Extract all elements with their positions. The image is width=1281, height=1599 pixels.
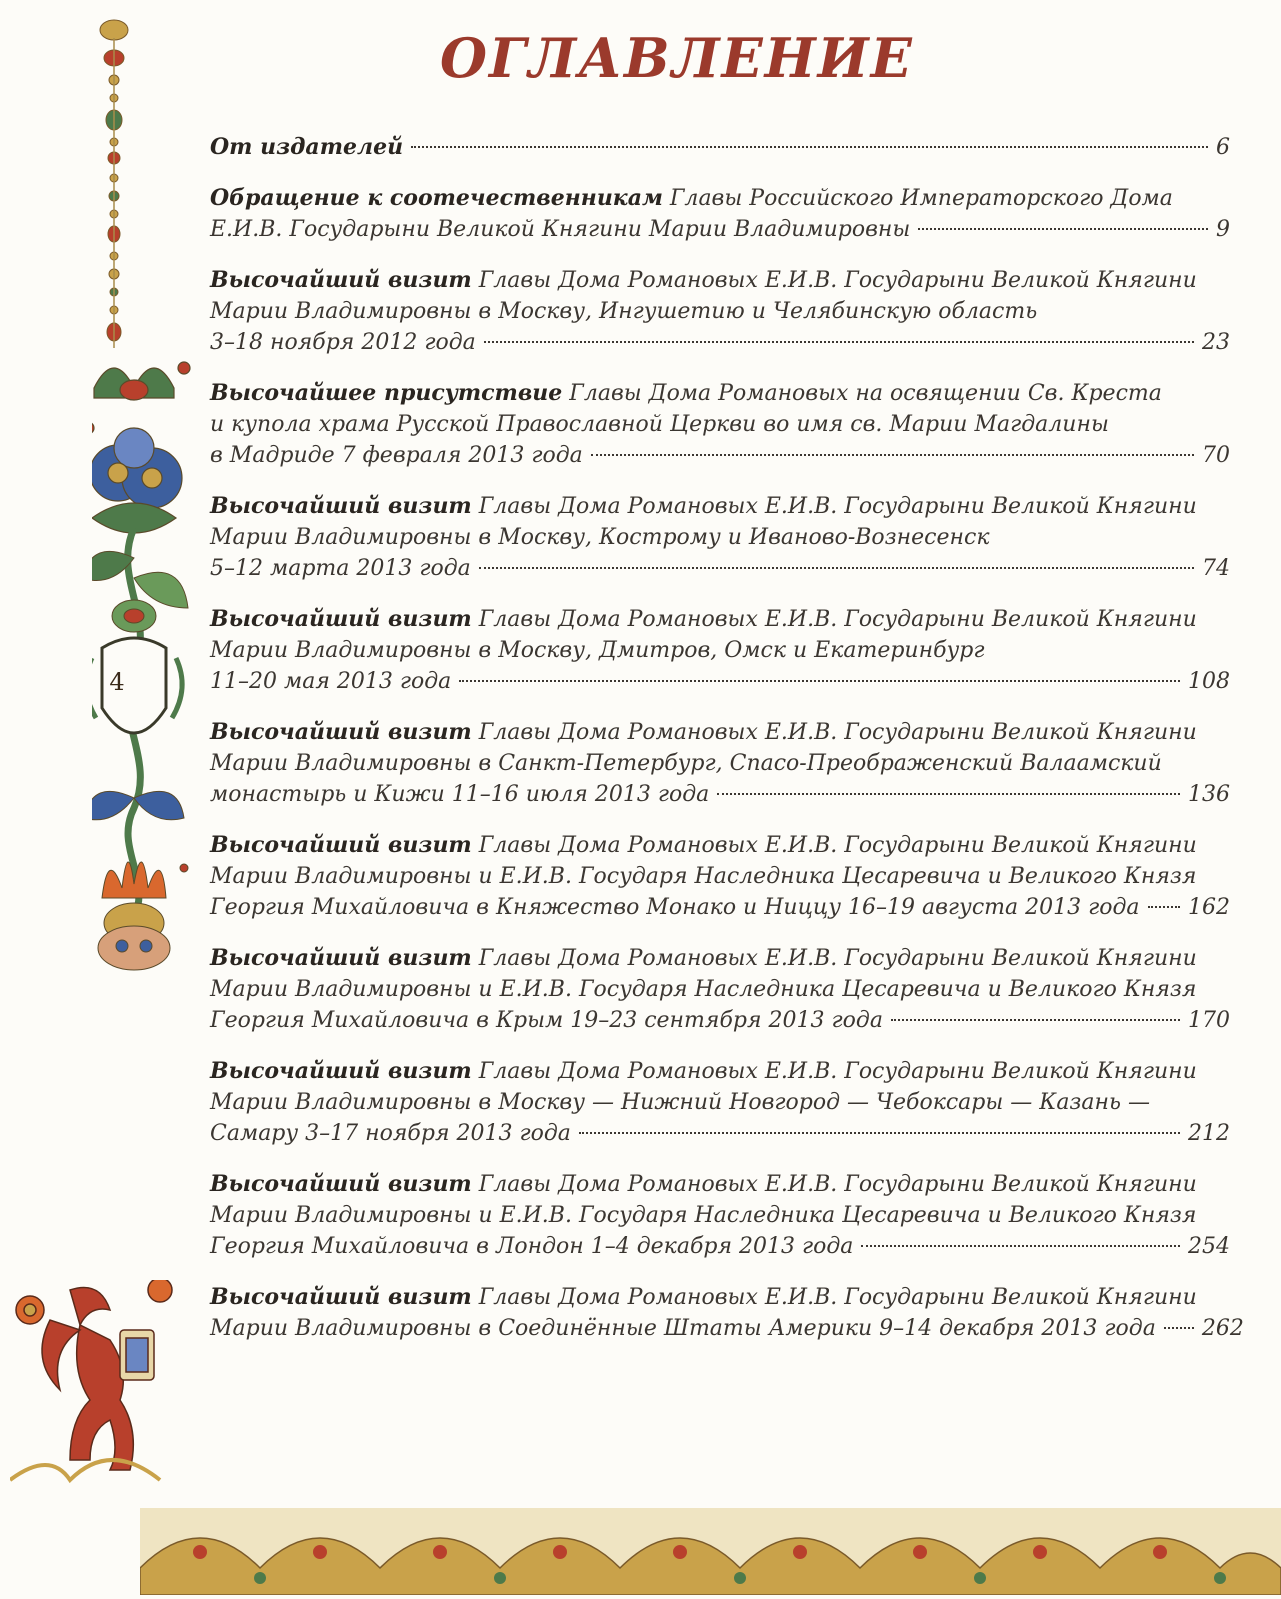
toc-entry-description: Марии Владимировны в Москву, Дмитров, Омск и Екатеринбург — [210, 638, 985, 663]
toc-page-number: 254 — [1188, 1234, 1230, 1259]
toc-entry-heading: Высочайший визит — [210, 1058, 472, 1084]
toc-page-number: 23 — [1202, 330, 1230, 355]
toc-entry-line — [210, 1005, 1230, 1036]
toc-entry — [210, 378, 1230, 471]
toc-entry-line — [210, 522, 1230, 553]
toc-entry-text — [210, 607, 1197, 632]
toc-entry-text — [210, 1172, 1197, 1197]
toc-entry-text — [210, 1285, 1197, 1310]
toc-entry-text — [210, 186, 1173, 211]
toc-entry-line — [210, 1056, 1230, 1087]
toc-entry-text — [210, 720, 1197, 745]
toc-entry-text — [210, 751, 1162, 776]
toc-entry-line — [210, 440, 1230, 471]
toc-entry-text — [210, 1203, 1196, 1228]
toc-entry-text — [210, 494, 1197, 519]
toc-entry-text — [210, 638, 984, 663]
toc-page-number: 9 — [1216, 217, 1230, 242]
dot-leader — [717, 793, 1180, 795]
toc-entry-description: 11–20 мая 2013 года — [210, 669, 452, 694]
toc-entry-line — [210, 892, 1230, 923]
toc-entry-text — [210, 214, 910, 245]
toc-entry-text — [210, 666, 451, 697]
toc-entry-description: Главы Дома Романовых Е.И.В. Государыни Великой Княгини — [471, 833, 1197, 858]
toc-entry-line — [210, 409, 1230, 440]
toc-entry-line — [210, 604, 1230, 635]
page-title: ОГЛАВЛЕНИЕ — [440, 26, 914, 90]
toc-entry-description: Главы Дома Романовых на освящении Св. Креста — [562, 381, 1162, 406]
toc-entry-text — [210, 779, 709, 810]
toc-entry-line — [210, 830, 1230, 861]
toc-entry-line — [210, 132, 1230, 163]
toc-entry — [210, 132, 1230, 163]
toc-entry-text — [210, 299, 1037, 324]
toc-entry-text — [210, 892, 1140, 923]
toc-entry-text — [210, 833, 1197, 858]
toc-entry-description: Георгия Михайловича в Крым 19–23 сентября 2013 года — [210, 1008, 883, 1033]
toc-entry-description: Марии Владимировны в Соединённые Штаты Америки 9–14 декабря 2013 года — [210, 1316, 1156, 1341]
toc-entry-description: Главы Дома Романовых Е.И.В. Государыни Великой Княгини — [471, 607, 1197, 632]
toc-entry-line — [210, 1118, 1230, 1149]
toc-entry — [210, 1056, 1230, 1149]
toc-entry-line — [210, 1169, 1230, 1200]
toc-entry-description: Марии Владимировны в Санкт-Петербург, Спасо-Преображенский Валаамский — [210, 751, 1162, 776]
bottom-ornamental-border — [140, 1508, 1281, 1595]
toc-entry-text — [210, 268, 1197, 293]
toc-entry-description: 5–12 марта 2013 года — [210, 556, 471, 581]
toc-entry — [210, 717, 1230, 810]
toc-entry-description: Главы Дома Романовых Е.И.В. Государыни Великой Княгини — [471, 494, 1197, 519]
toc-entry-description: Е.И.В. Государыни Великой Княгини Марии Владимировны — [210, 217, 911, 242]
vertical-ornament — [92, 18, 202, 1018]
toc-entry-description: и купола храма Русской Православной Церкви во имя св. Марии Магдалины — [210, 412, 1109, 437]
toc-entry-description: монастырь и Кижи 11–16 июля 2013 года — [210, 782, 710, 807]
toc-page-number: 212 — [1188, 1121, 1230, 1146]
toc-entry-heading: Высочайший визит — [210, 267, 472, 293]
dot-leader — [891, 1019, 1180, 1021]
dot-leader — [1164, 1327, 1194, 1329]
vertical-ornament-graphic — [92, 18, 202, 1018]
toc-entry-description: Главы Дома Романовых Е.И.В. Государыни Великой Княгини — [471, 1285, 1197, 1310]
toc-entry-line — [210, 861, 1230, 892]
toc-entry-line — [210, 1231, 1230, 1262]
toc-entry-text — [210, 327, 476, 358]
toc-entry-description: Марии Владимировны и Е.И.В. Государя Наследника Цесаревича и Великого Князя — [210, 864, 1197, 889]
toc-entry-text — [210, 1313, 1156, 1344]
toc-entry-description: Главы Дома Романовых Е.И.В. Государыни Великой Княгини — [471, 720, 1197, 745]
toc-page-number: 108 — [1188, 669, 1230, 694]
toc-entry-description: Марии Владимировны в Москву — Нижний Новгород — Чебоксары — Казань — — [210, 1090, 1151, 1115]
toc-entry — [210, 1169, 1230, 1262]
bottom-border-graphic — [140, 1508, 1281, 1595]
toc-entry-line — [210, 943, 1230, 974]
toc-entry-description: Марии Владимировны и Е.И.В. Государя Наследника Цесаревича и Великого Князя — [210, 977, 1197, 1002]
toc-entry-line — [210, 1313, 1244, 1344]
toc-entry-line — [210, 491, 1230, 522]
toc-entry-description: Марии Владимировны в Москву, Кострому и Иваново-Вознесенск — [210, 525, 990, 550]
toc-entry-line — [210, 779, 1230, 810]
toc-entry-text — [210, 132, 403, 163]
toc-entry-line — [210, 296, 1230, 327]
toc-entry-description: Марии Владимировны в Москву, Ингушетию и Челябинскую область — [210, 299, 1038, 324]
toc-entry-heading: Высочайший визит — [210, 1171, 472, 1197]
toc-entry-heading: Высочайший визит — [210, 606, 472, 632]
toc-entry-text — [210, 381, 1162, 406]
toc-page-number: 262 — [1201, 1316, 1244, 1341]
toc-entry-text — [210, 864, 1196, 889]
toc-page-number: 162 — [1188, 895, 1230, 920]
toc-entry-text — [210, 1005, 883, 1036]
toc-entry-description: Марии Владимировны и Е.И.В. Государя Наследника Цесаревича и Великого Князя — [210, 1203, 1197, 1228]
toc-entry-line — [210, 1200, 1230, 1231]
toc-entry-line — [210, 265, 1230, 296]
toc-entry-description: Георгия Михайловича в Княжество Монако и Ниццу 16–19 августа 2013 года — [210, 895, 1140, 920]
dot-leader — [411, 146, 1208, 148]
dot-leader — [579, 1132, 1180, 1134]
toc-entry-text — [210, 525, 989, 550]
toc-page-number: 74 — [1202, 556, 1230, 581]
toc-entry-line — [210, 635, 1230, 666]
dot-leader — [918, 228, 1208, 230]
toc-entry-description: Главы Дома Романовых Е.И.В. Государыни Великой Княгини — [471, 268, 1197, 293]
toc-entry-text — [210, 1231, 853, 1262]
toc-entry-heading: Высочайший визит — [210, 832, 472, 858]
toc-entry — [210, 491, 1230, 584]
dot-leader — [479, 567, 1194, 569]
dot-leader — [484, 341, 1194, 343]
toc-entry-text — [210, 1059, 1197, 1084]
toc-entry-line — [210, 1087, 1230, 1118]
toc-entry-heading: Высочайший визит — [210, 719, 472, 745]
dot-leader — [861, 1245, 1180, 1247]
toc-page-number: 170 — [1188, 1008, 1230, 1033]
dot-leader — [591, 454, 1194, 456]
toc-entry-text — [210, 553, 471, 584]
toc-entry — [210, 1282, 1244, 1344]
toc-entry-line — [210, 553, 1230, 584]
toc-entry-heading: Высочайший визит — [210, 1284, 472, 1310]
toc-entry-line — [210, 327, 1230, 358]
toc-entry-description: Главы Дома Романовых Е.И.В. Государыни Великой Княгини — [471, 1172, 1197, 1197]
toc-entry-description: в Мадриде 7 февраля 2013 года — [210, 443, 583, 468]
dot-leader — [1148, 906, 1180, 908]
toc-entry-text — [210, 1090, 1150, 1115]
table-of-contents — [210, 132, 1244, 1364]
toc-entry — [210, 830, 1230, 923]
page-number: 4 — [109, 668, 125, 696]
toc-entry-description: Главы Дома Романовых Е.И.В. Государыни Великой Княгини — [471, 1059, 1197, 1084]
griffin-graphic — [10, 1280, 200, 1490]
toc-entry-heading: Высочайший визит — [210, 945, 472, 971]
toc-entry-heading: От издателей — [210, 134, 404, 160]
toc-entry-heading: Обращение к соотечественникам — [210, 185, 663, 211]
toc-entry-line — [210, 1282, 1230, 1313]
griffin-illustration — [10, 1280, 200, 1490]
toc-page-number: 136 — [1188, 782, 1230, 807]
toc-entry-text — [210, 946, 1197, 971]
toc-entry-text — [210, 440, 583, 471]
toc-entry — [210, 183, 1230, 245]
toc-entry-text — [210, 412, 1109, 437]
toc-entry-description: Самару 3–17 ноября 2013 года — [210, 1121, 571, 1146]
toc-entry-heading: Высочайший визит — [210, 493, 472, 519]
toc-entry-description: Главы Дома Романовых Е.И.В. Государыни Великой Княгини — [471, 946, 1197, 971]
toc-entry-description: Георгия Михайловича в Лондон 1–4 декабря 2013 года — [210, 1234, 854, 1259]
toc-entry-text — [210, 977, 1196, 1002]
toc-entry — [210, 604, 1230, 697]
dot-leader — [459, 680, 1180, 682]
toc-entry-line — [210, 748, 1230, 779]
toc-entry — [210, 943, 1230, 1036]
toc-entry-text — [210, 1118, 571, 1149]
toc-entry-line — [210, 666, 1230, 697]
toc-entry — [210, 265, 1230, 358]
toc-entry-description: 3–18 ноября 2012 года — [210, 330, 476, 355]
toc-entry-line — [210, 974, 1230, 1005]
toc-entry-line — [210, 717, 1230, 748]
toc-entry-description: Главы Российского Императорского Дома — [662, 186, 1173, 211]
toc-entry-line — [210, 183, 1230, 214]
toc-page-number: 70 — [1202, 443, 1230, 468]
toc-entry-line — [210, 378, 1230, 409]
toc-entry-line — [210, 214, 1230, 245]
toc-page-number: 6 — [1216, 135, 1230, 160]
toc-entry-heading: Высочайшее присутствие — [210, 380, 563, 406]
